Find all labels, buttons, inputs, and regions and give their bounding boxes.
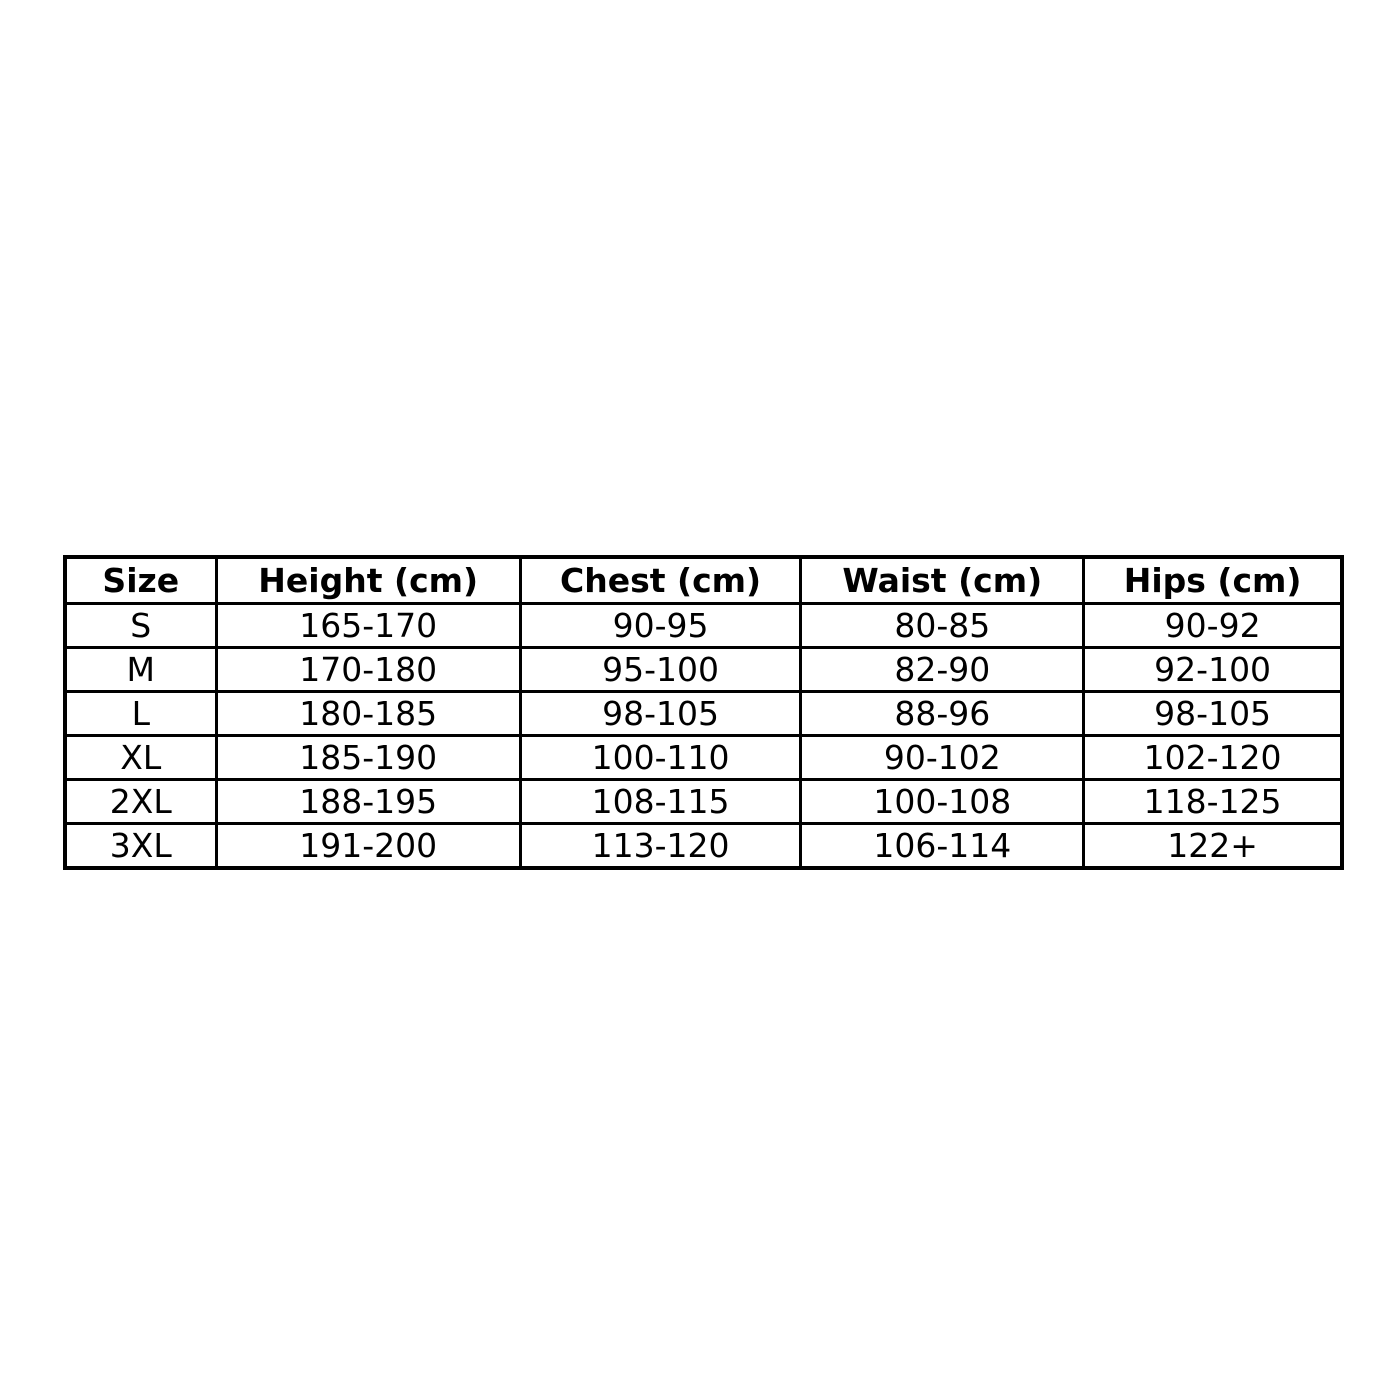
table-cell: 100-110	[520, 736, 800, 780]
table-cell: 82-90	[801, 648, 1084, 692]
table-cell: 180-185	[216, 692, 520, 736]
table-cell: 90-95	[520, 604, 800, 648]
table-cell: 90-92	[1084, 604, 1342, 648]
table-cell: XL	[65, 736, 216, 780]
table-cell: 106-114	[801, 824, 1084, 869]
table-row	[65, 780, 1342, 824]
header-row	[65, 557, 1342, 604]
table-cell: 188-195	[216, 780, 520, 824]
table-cell: 88-96	[801, 692, 1084, 736]
table-cell: 95-100	[520, 648, 800, 692]
table-row	[65, 648, 1342, 692]
table-body	[65, 604, 1342, 869]
table-cell: 170-180	[216, 648, 520, 692]
table-row	[65, 604, 1342, 648]
column-header-height-cm: Height (cm)	[216, 557, 520, 604]
table-row	[65, 736, 1342, 780]
table-cell: 122+	[1084, 824, 1342, 869]
table-row	[65, 692, 1342, 736]
size-chart-table	[63, 555, 1344, 870]
table-cell: 191-200	[216, 824, 520, 869]
table-cell: 80-85	[801, 604, 1084, 648]
table-cell: S	[65, 604, 216, 648]
table-cell: L	[65, 692, 216, 736]
table-cell: 3XL	[65, 824, 216, 869]
column-header-chest-cm: Chest (cm)	[520, 557, 800, 604]
column-header-hips-cm: Hips (cm)	[1084, 557, 1342, 604]
table-cell: 2XL	[65, 780, 216, 824]
table-cell: 113-120	[520, 824, 800, 869]
table-cell: 90-102	[801, 736, 1084, 780]
size-chart	[63, 555, 1344, 870]
table-cell: 118-125	[1084, 780, 1342, 824]
table-cell: 92-100	[1084, 648, 1342, 692]
table-cell: 165-170	[216, 604, 520, 648]
table-cell: 108-115	[520, 780, 800, 824]
table-cell: 100-108	[801, 780, 1084, 824]
table-cell: 185-190	[216, 736, 520, 780]
column-header-size: Size	[65, 557, 216, 604]
table-row	[65, 824, 1342, 869]
table-header	[65, 557, 1342, 604]
table-cell: M	[65, 648, 216, 692]
table-cell: 102-120	[1084, 736, 1342, 780]
table-cell: 98-105	[1084, 692, 1342, 736]
table-cell: 98-105	[520, 692, 800, 736]
column-header-waist-cm: Waist (cm)	[801, 557, 1084, 604]
